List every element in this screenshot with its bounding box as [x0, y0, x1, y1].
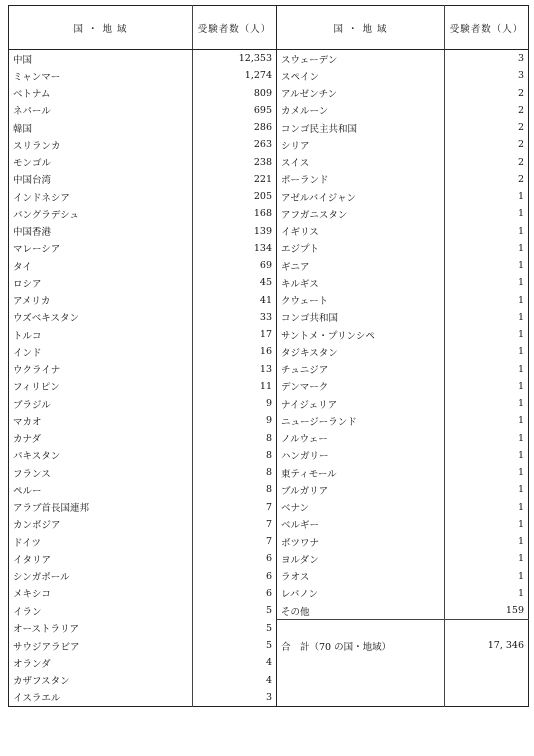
left-examinee-count: 7: [193, 533, 277, 550]
right-examinee-count: 2: [517, 104, 524, 116]
right-country-name: クウェート: [277, 292, 445, 309]
left-examinee-count: 221: [193, 171, 277, 188]
left-examinee-count: 139: [193, 223, 277, 240]
left-country-name: 中国香港: [9, 223, 193, 240]
empty-cell: [277, 672, 445, 707]
left-country-name: マカオ: [9, 412, 193, 429]
left-examinee-count: 6: [193, 585, 277, 602]
left-country-name: ロシア: [9, 274, 193, 291]
right-examinee-count: 1: [517, 415, 524, 427]
total-label: 合 計（70 の国・地域）: [277, 620, 445, 672]
right-country-name: アフガニスタン: [277, 205, 445, 222]
right-country-name: ニュージーランド: [277, 412, 445, 429]
table-row: [9, 136, 529, 153]
right-count-header: 受験者数（人）: [445, 6, 529, 50]
right-country-name: ブルガリア: [277, 481, 445, 498]
right-country-name: デンマーク: [277, 378, 445, 395]
left-examinee-count: 134: [193, 240, 277, 257]
right-country-name: スウェーデン: [277, 50, 445, 68]
right-examinee-count: 1: [517, 570, 524, 582]
left-examinee-count: 4: [193, 672, 277, 689]
left-examinee-count: 8: [193, 464, 277, 481]
left-country-name: イスラエル: [9, 689, 193, 707]
left-examinee-count: 69: [193, 257, 277, 274]
table-body: [9, 50, 529, 707]
left-examinee-count: 8: [193, 430, 277, 447]
empty-cell: [445, 672, 529, 707]
left-country-name: ミャンマー: [9, 67, 193, 84]
right-examinee-count: 2: [517, 122, 524, 134]
left-country-name: 韓国: [9, 119, 193, 136]
right-country-name: ベナン: [277, 499, 445, 516]
left-country-name: イラン: [9, 602, 193, 620]
table-row: [9, 102, 529, 119]
left-examinee-count: 695: [193, 102, 277, 119]
left-examinee-count: 16: [193, 343, 277, 360]
right-country-name: 東ティモール: [277, 464, 445, 481]
left-examinee-count: 13: [193, 361, 277, 378]
left-country-name: ペルー: [9, 481, 193, 498]
right-country-name: コンゴ共和国: [277, 309, 445, 326]
right-examinee-count: 1: [517, 363, 524, 375]
right-examinee-count: 2: [517, 139, 524, 151]
left-country-name: フィリピン: [9, 378, 193, 395]
document-page: [8, 5, 528, 750]
left-examinee-count: 7: [193, 499, 277, 516]
right-examinee-count: 1: [517, 501, 524, 513]
right-examinee-count: 1: [517, 398, 524, 410]
left-country-name: モンゴル: [9, 154, 193, 171]
right-country-name: タジキスタン: [277, 343, 445, 360]
left-country-name: カンボジア: [9, 516, 193, 533]
left-examinee-count: 9: [193, 412, 277, 429]
right-examinee-count: 1: [517, 260, 524, 272]
table-row: [9, 85, 529, 102]
right-examinee-count: 2: [517, 87, 524, 99]
left-country-name: トルコ: [9, 326, 193, 343]
table-row: [9, 568, 529, 585]
left-country-name: ブラジル: [9, 395, 193, 412]
right-country-name: ポーランド: [277, 171, 445, 188]
right-examinee-count: 1: [517, 449, 524, 461]
right-country-header: 国 ・ 地 域: [277, 6, 445, 50]
left-country-header: 国 ・ 地 域: [9, 6, 193, 50]
left-country-name: ウクライナ: [9, 361, 193, 378]
table-row: [9, 533, 529, 550]
table-row: [9, 50, 529, 68]
right-examinee-count: 1: [517, 329, 524, 341]
table-row: [9, 395, 529, 412]
left-examinee-count: 8: [193, 481, 277, 498]
left-examinee-count: 8: [193, 447, 277, 464]
left-examinee-count: 5: [193, 602, 277, 620]
left-examinee-count: 1,274: [193, 67, 277, 84]
table-row: [9, 499, 529, 516]
table-row: [9, 188, 529, 205]
table-row: [9, 343, 529, 360]
table-row: [9, 223, 529, 240]
left-examinee-count: 17: [193, 326, 277, 343]
right-examinee-count: 159: [505, 605, 524, 617]
left-country-name: インドネシア: [9, 188, 193, 205]
left-country-name: カナダ: [9, 430, 193, 447]
right-examinee-count: 1: [517, 518, 524, 530]
table-row: [9, 602, 529, 620]
left-examinee-count: 5: [193, 620, 277, 637]
right-examinee-count: 1: [517, 380, 524, 392]
right-country-name: ナイジェリア: [277, 395, 445, 412]
left-country-name: アメリカ: [9, 292, 193, 309]
left-examinee-count: 168: [193, 205, 277, 222]
table-row: [9, 447, 529, 464]
right-country-name: ギニア: [277, 257, 445, 274]
table-row: [9, 412, 529, 429]
right-examinee-count: 2: [517, 156, 524, 168]
right-examinee-count: 1: [517, 294, 524, 306]
left-count-header: 受験者数（人）: [193, 6, 277, 50]
right-examinee-count: 1: [517, 467, 524, 479]
right-examinee-count: 3: [517, 53, 524, 65]
right-examinee-count: 1: [517, 553, 524, 565]
right-examinee-count: 2: [517, 173, 524, 185]
right-examinee-count: 3: [517, 70, 524, 82]
table-row: [9, 240, 529, 257]
left-country-name: アラブ首長国連邦: [9, 499, 193, 516]
left-country-name: 中国台湾: [9, 171, 193, 188]
right-examinee-count: 1: [517, 484, 524, 496]
left-examinee-count: 7: [193, 516, 277, 533]
table-row: [9, 119, 529, 136]
left-examinee-count: 5: [193, 637, 277, 654]
left-country-name: タイ: [9, 257, 193, 274]
right-examinee-count: 1: [517, 225, 524, 237]
table-row: [9, 481, 529, 498]
table-row: [9, 292, 529, 309]
table-row: [9, 154, 529, 171]
left-examinee-count: 286: [193, 119, 277, 136]
left-country-name: イタリア: [9, 550, 193, 567]
total-value: 17, 346: [445, 620, 529, 672]
left-examinee-count: 12,353: [193, 50, 277, 68]
right-country-name: ハンガリー: [277, 447, 445, 464]
left-examinee-count: 4: [193, 654, 277, 671]
left-country-name: インド: [9, 343, 193, 360]
table-row: [9, 309, 529, 326]
left-examinee-count: 9: [193, 395, 277, 412]
left-country-name: ウズベキスタン: [9, 309, 193, 326]
left-country-name: マレーシア: [9, 240, 193, 257]
right-country-name: シリア: [277, 136, 445, 153]
left-country-name: シンガポール: [9, 568, 193, 585]
right-country-name: その他: [277, 602, 445, 620]
left-examinee-count: 3: [193, 689, 277, 707]
right-country-name: アゼルバイジャン: [277, 188, 445, 205]
left-examinee-count: 33: [193, 309, 277, 326]
left-country-name: パキスタン: [9, 447, 193, 464]
left-examinee-count: 6: [193, 550, 277, 567]
table-row: [9, 67, 529, 84]
right-examinee-count: 1: [517, 346, 524, 358]
left-country-name: フランス: [9, 464, 193, 481]
table-row: [9, 464, 529, 481]
right-country-name: アルゼンチン: [277, 85, 445, 102]
left-country-name: オーストラリア: [9, 620, 193, 637]
left-country-name: メキシコ: [9, 585, 193, 602]
left-country-name: ドイツ: [9, 533, 193, 550]
right-country-name: スイス: [277, 154, 445, 171]
left-country-name: 中国: [9, 50, 193, 68]
left-country-name: バングラデシュ: [9, 205, 193, 222]
left-examinee-count: 45: [193, 274, 277, 291]
right-country-name: エジプト: [277, 240, 445, 257]
left-country-name: カザフスタン: [9, 672, 193, 689]
table-row: [9, 361, 529, 378]
table-row: [9, 378, 529, 395]
right-examinee-count: 1: [517, 587, 524, 599]
left-country-name: ネパール: [9, 102, 193, 119]
right-examinee-count: 1: [517, 277, 524, 289]
table-row: [9, 550, 529, 567]
table-row: [9, 430, 529, 447]
left-country-name: サウジアラビア: [9, 637, 193, 654]
left-country-name: オランダ: [9, 654, 193, 671]
table-row: [9, 274, 529, 291]
table-row: [9, 585, 529, 602]
right-country-name: スペイン: [277, 67, 445, 84]
left-examinee-count: 11: [193, 378, 277, 395]
right-country-name: レバノン: [277, 585, 445, 602]
table-header-row: [9, 6, 529, 50]
table-row: [9, 620, 529, 637]
left-country-name: ベトナム: [9, 85, 193, 102]
table-row: [9, 672, 529, 689]
right-country-name: ラオス: [277, 568, 445, 585]
left-examinee-count: 6: [193, 568, 277, 585]
right-examinee-count: 1: [517, 536, 524, 548]
right-country-name: サントメ・プリンシペ: [277, 326, 445, 343]
table-row: [9, 516, 529, 533]
right-country-name: キルギス: [277, 274, 445, 291]
right-country-name: ボツワナ: [277, 533, 445, 550]
left-examinee-count: 263: [193, 136, 277, 153]
table-row: [9, 205, 529, 222]
right-examinee-count: 1: [517, 191, 524, 203]
right-country-name: ノルウェー: [277, 430, 445, 447]
right-examinee-count: 1: [517, 432, 524, 444]
right-country-name: イギリス: [277, 223, 445, 240]
left-examinee-count: 41: [193, 292, 277, 309]
left-examinee-count: 809: [193, 85, 277, 102]
right-examinee-count: 1: [517, 242, 524, 254]
right-examinee-count: 1: [517, 208, 524, 220]
table-row: [9, 326, 529, 343]
left-country-name: スリランカ: [9, 136, 193, 153]
left-examinee-count: 238: [193, 154, 277, 171]
right-country-name: カメルーン: [277, 102, 445, 119]
left-examinee-count: 205: [193, 188, 277, 205]
right-country-name: チュニジア: [277, 361, 445, 378]
right-country-name: ヨルダン: [277, 550, 445, 567]
table-row: [9, 171, 529, 188]
table-row: [9, 257, 529, 274]
right-country-name: ベルギー: [277, 516, 445, 533]
right-examinee-count: 1: [517, 311, 524, 323]
right-country-name: コンゴ民主共和国: [277, 119, 445, 136]
examinee-count-table: [8, 5, 529, 707]
